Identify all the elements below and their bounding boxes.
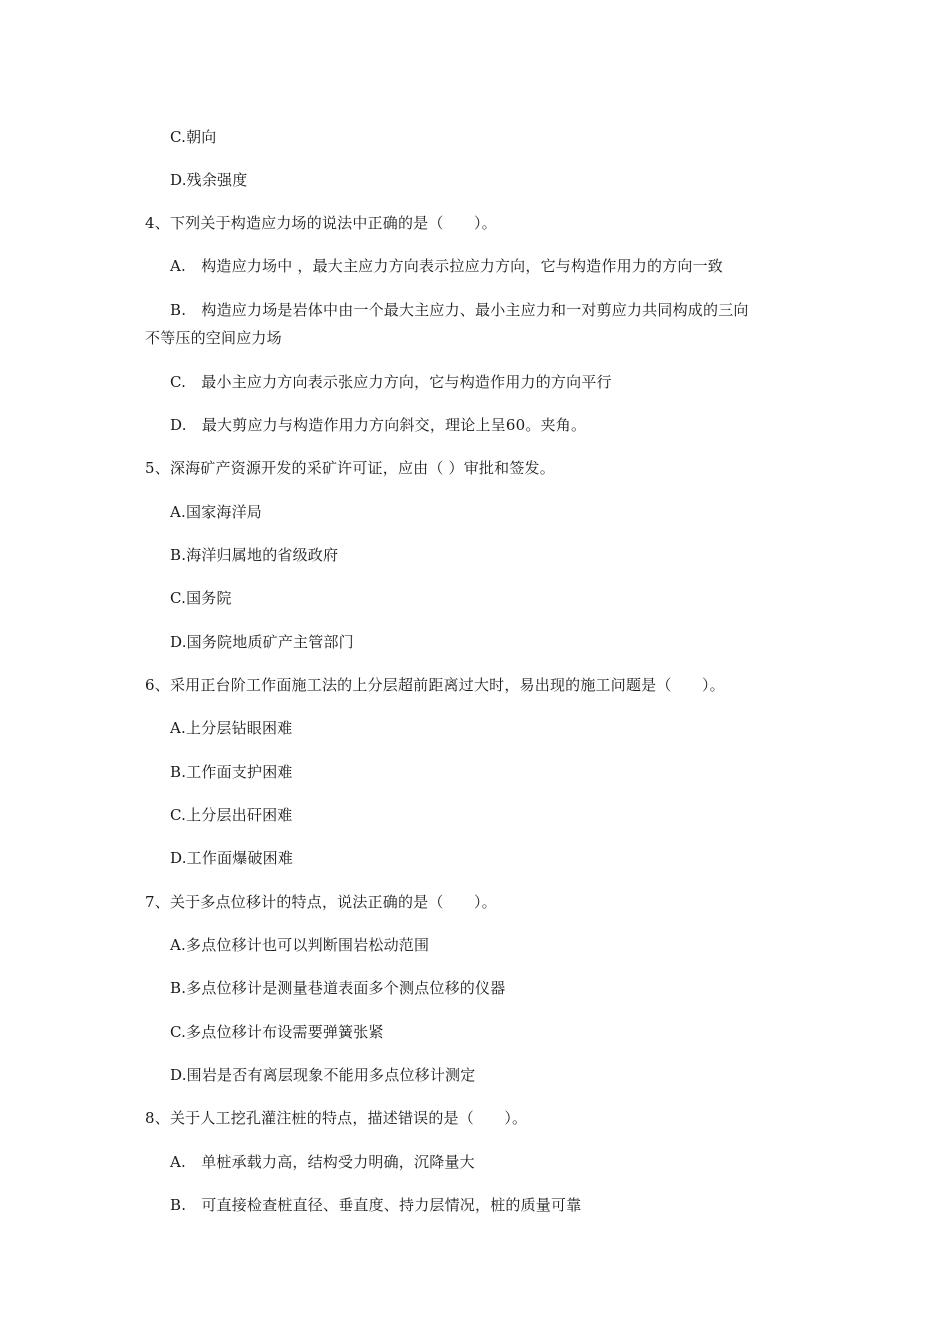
option-a-q6: A.上分层钻眼困难 bbox=[170, 719, 293, 737]
option-c-q6: C.上分层出矸困难 bbox=[170, 806, 293, 824]
option-d-q6: D.工作面爆破困难 bbox=[170, 849, 294, 867]
option-a-q4: A. 构造应力场中 ，最大主应力方向表示拉应力方向，它与构造作用力的方向一致 bbox=[170, 257, 723, 275]
question-5: 5、深海矿产资源开发的采矿许可证，应由（ ）审批和签发。 bbox=[145, 459, 555, 477]
option-b-q5: B.海洋归属地的省级政府 bbox=[170, 546, 339, 564]
option-b-q4 bbox=[145, 296, 820, 352]
option-d-q4: D. 最大剪应力与构造作用力方向斜交，理论上呈60。夹角。 bbox=[170, 416, 587, 434]
option-b-q4-continuation: 不等压的空间应力场 bbox=[145, 329, 282, 347]
option-d-q7: D.围岩是否有离层现象不能用多点位移计测定 bbox=[170, 1066, 476, 1084]
option-d-q3: D.残余强度 bbox=[170, 171, 248, 189]
option-a-q7: A.多点位移计也可以判断围岩松动范围 bbox=[170, 936, 430, 954]
option-a-q5: A.国家海洋局 bbox=[170, 503, 263, 521]
option-b-q6: B.工作面支护困难 bbox=[170, 763, 293, 781]
option-d-q5: D.国务院地质矿产主管部门 bbox=[170, 633, 354, 651]
option-b-q8: B. 可直接检查桩直径、垂直度、持力层情况，桩的质量可靠 bbox=[170, 1196, 582, 1214]
question-6: 6、采用正台阶工作面施工法的上分层超前距离过大时，易出现的施工问题是（ ）。 bbox=[145, 676, 725, 694]
option-b-q4-text: B. 构造应力场是岩体中由一个最大主应力、最小主应力和一对剪应力共同构成的三向 bbox=[170, 301, 749, 319]
option-c-q5: C.国务院 bbox=[170, 589, 232, 607]
option-c-q4: C. 最小主应力方向表示张应力方向，它与构造作用力的方向平行 bbox=[170, 373, 612, 391]
option-a-q8: A. 单桩承载力高，结构受力明确，沉降量大 bbox=[170, 1153, 475, 1171]
question-8: 8、关于人工挖孔灌注桩的特点，描述错误的是（ ）。 bbox=[145, 1109, 528, 1127]
question-4: 4、下列关于构造应力场的说法中正确的是（ ）。 bbox=[145, 214, 497, 232]
question-7: 7、关于多点位移计的特点，说法正确的是（ ）。 bbox=[145, 893, 497, 911]
option-c-q3: C.朝向 bbox=[170, 128, 217, 146]
option-c-q7: C.多点位移计布设需要弹簧张紧 bbox=[170, 1023, 384, 1041]
option-b-q7: B.多点位移计是测量巷道表面多个测点位移的仪器 bbox=[170, 979, 506, 997]
